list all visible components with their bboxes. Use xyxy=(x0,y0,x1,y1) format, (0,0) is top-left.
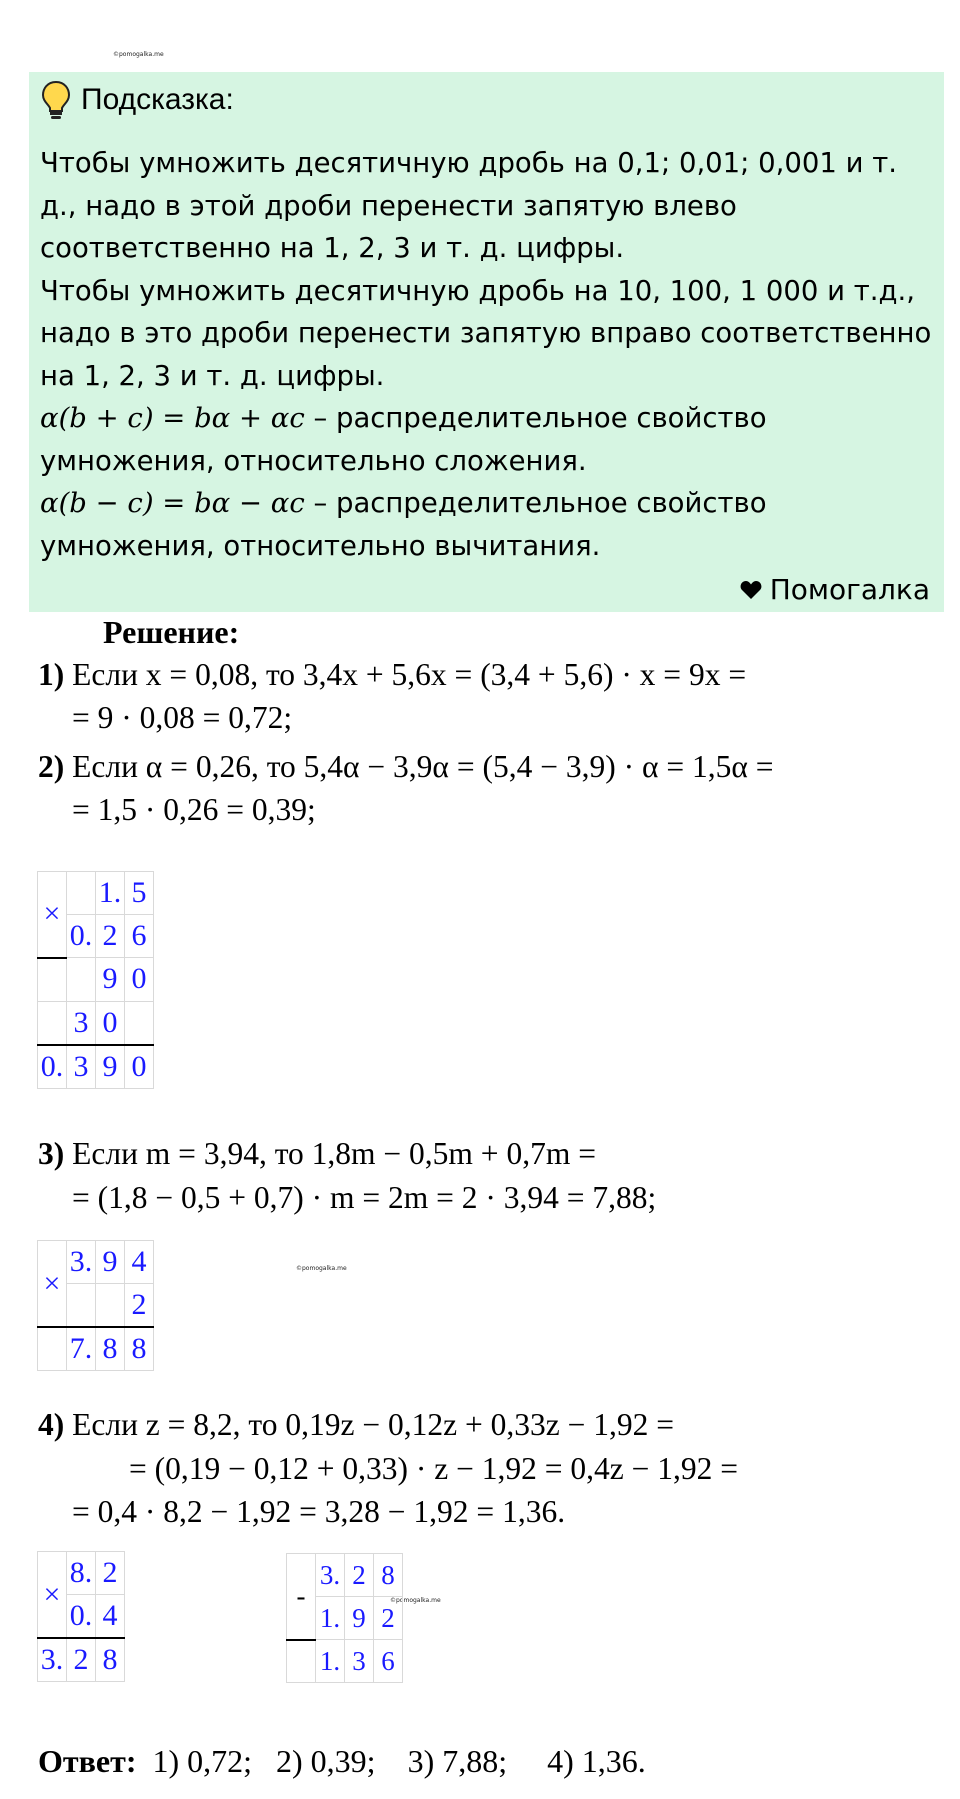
digit-cell: 0. xyxy=(67,915,96,958)
digit-cell: 0 xyxy=(96,1001,125,1045)
digit-cell: 1. xyxy=(96,872,125,915)
solution-line: = (1,8 − 0,5 + 0,7) · m = 2m = 2 · 3,94 = 7,88; xyxy=(72,1180,657,1215)
digit-cell xyxy=(38,958,67,1002)
item-text: Если m = 3,94, то 1,8m − 0,5m + 0,7m = xyxy=(72,1136,596,1171)
hint-box xyxy=(29,72,944,612)
digit-cell xyxy=(38,1327,67,1371)
digit-cell: 7. xyxy=(67,1327,96,1371)
item-number: 1) xyxy=(38,657,65,692)
digit-cell xyxy=(287,1640,316,1683)
digit-cell: 2 xyxy=(345,1554,374,1597)
answer-label: Ответ: xyxy=(38,1743,137,1779)
digit-cell xyxy=(67,1284,96,1328)
watermark: ©pomogalka.me xyxy=(390,1597,441,1604)
solution-line: = 9 · 0,08 = 0,72; xyxy=(72,700,293,735)
watermark: ©pomogalka.me xyxy=(113,51,164,58)
property-text: – распределительное свойство xyxy=(304,487,767,519)
digit-cell: 3. xyxy=(38,1638,67,1682)
hint-property-2 xyxy=(40,482,931,525)
hint-title: Подсказка: xyxy=(81,83,234,116)
digit-cell: 2 xyxy=(67,1638,96,1682)
digit-cell xyxy=(125,1001,154,1045)
column-multiplication-1 xyxy=(37,871,154,1089)
answer xyxy=(38,1743,646,1780)
hint-line: Чтобы умножить десятичную дробь на 0,1; 0,01; 0,001 и т. xyxy=(40,147,898,179)
item-number: 2) xyxy=(38,749,65,784)
item-text: Если z = 8,2, то 0,19z − 0,12z + 0,33z − 1,92 = xyxy=(72,1407,675,1442)
digit-cell: 0 xyxy=(125,958,154,1002)
hint-line: д., надо в этой дроби перенести запятую влево xyxy=(40,189,737,222)
solution-heading: Решение: xyxy=(103,614,240,650)
digit-cell: 0. xyxy=(38,1045,67,1089)
solution-line xyxy=(38,657,746,693)
digit-cell: 8 xyxy=(374,1554,403,1597)
digit-cell: 3 xyxy=(67,1045,96,1089)
hint-line: умножения, относительно сложения. xyxy=(40,444,587,477)
column-multiplication-3 xyxy=(37,1551,125,1682)
digit-cell: 8. xyxy=(67,1552,96,1595)
solution-line: = (0,19 − 0,12 + 0,33) · z − 1,92 = 0,4z − 1,92 = xyxy=(129,1451,739,1486)
formula: α(b + c) = bα + αc xyxy=(40,402,305,434)
hint-line: надо в это дроби перенести запятую вправо соответственно xyxy=(40,317,932,349)
item-number: 4) xyxy=(38,1407,65,1442)
digit-cell: 2 xyxy=(374,1597,403,1640)
digit-cell xyxy=(96,1284,125,1328)
property-text: – распределительное свойство xyxy=(304,402,767,434)
digit-cell: 3. xyxy=(316,1554,345,1597)
digit-cell: 8 xyxy=(96,1638,125,1682)
digit-cell xyxy=(67,958,96,1002)
hint-line: на 1, 2, 3 и т. д. цифры. xyxy=(40,359,385,392)
heart-icon xyxy=(740,580,762,600)
digit-cell: 9 xyxy=(96,1241,125,1284)
solution-line xyxy=(38,1136,596,1172)
solution-line xyxy=(38,749,773,785)
column-multiplication-2 xyxy=(37,1240,154,1371)
digit-cell: 1. xyxy=(316,1640,345,1683)
digit-cell: 3 xyxy=(67,1001,96,1045)
digit-cell: 0 xyxy=(125,1045,154,1089)
solution-line: = 0,4 · 8,2 − 1,92 = 3,28 − 1,92 = 1,36. xyxy=(72,1494,566,1529)
digit-cell: 0. xyxy=(67,1595,96,1639)
digit-cell xyxy=(67,872,96,915)
brand-name: Помогалка xyxy=(769,573,930,606)
formula: α(b − c) = bα − αc xyxy=(40,487,305,519)
digit-cell: 2 xyxy=(96,1552,125,1595)
item-text: Если x = 0,08, то 3,4x + 5,6x = (3,4 + 5,6) · x = 9x = xyxy=(72,657,747,692)
item-text: Если α = 0,26, то 5,4α − 3,9α = (5,4 − 3,9) · α = 1,5α = xyxy=(72,749,774,784)
digit-cell: 6 xyxy=(125,915,154,958)
digit-cell xyxy=(38,1001,67,1045)
digit-cell: 2 xyxy=(96,915,125,958)
digit-cell: 4 xyxy=(125,1241,154,1284)
operator: × xyxy=(38,1241,67,1328)
digit-cell: 2 xyxy=(125,1284,154,1328)
hint-header xyxy=(41,80,234,120)
digit-cell: 6 xyxy=(374,1640,403,1683)
operator: × xyxy=(38,872,67,958)
column-subtraction xyxy=(286,1553,403,1683)
solution-line xyxy=(38,1407,674,1443)
digit-cell: 1. xyxy=(316,1597,345,1640)
digit-cell: 4 xyxy=(96,1595,125,1639)
brand xyxy=(740,573,930,606)
digit-cell: 9 xyxy=(96,1045,125,1089)
item-number: 3) xyxy=(38,1136,65,1171)
digit-cell: 3. xyxy=(67,1241,96,1284)
solution-line: = 1,5 · 0,26 = 0,39; xyxy=(72,792,316,827)
digit-cell: 3 xyxy=(345,1640,374,1683)
digit-cell: 5 xyxy=(125,872,154,915)
operator: - xyxy=(287,1554,316,1640)
digit-cell: 8 xyxy=(125,1327,154,1371)
operator: × xyxy=(38,1552,67,1639)
hint-line: соответственно на 1, 2, 3 и т. д. цифры. xyxy=(40,232,625,264)
hint-text xyxy=(40,142,931,567)
hint-line: умножения, относительно вычитания. xyxy=(40,529,601,562)
lightbulb-icon xyxy=(41,80,71,120)
watermark: ©pomogalka.me xyxy=(296,1265,347,1272)
answer-text: 1) 0,72; 2) 0,39; 3) 7,88; 4) 1,36. xyxy=(136,1743,646,1779)
digit-cell: 9 xyxy=(345,1597,374,1640)
digit-cell: 9 xyxy=(96,958,125,1002)
digit-cell: 8 xyxy=(96,1327,125,1371)
hint-property-1 xyxy=(40,397,931,440)
hint-line: Чтобы умножить десятичную дробь на 10, 100, 1 000 и т.д., xyxy=(40,274,915,307)
